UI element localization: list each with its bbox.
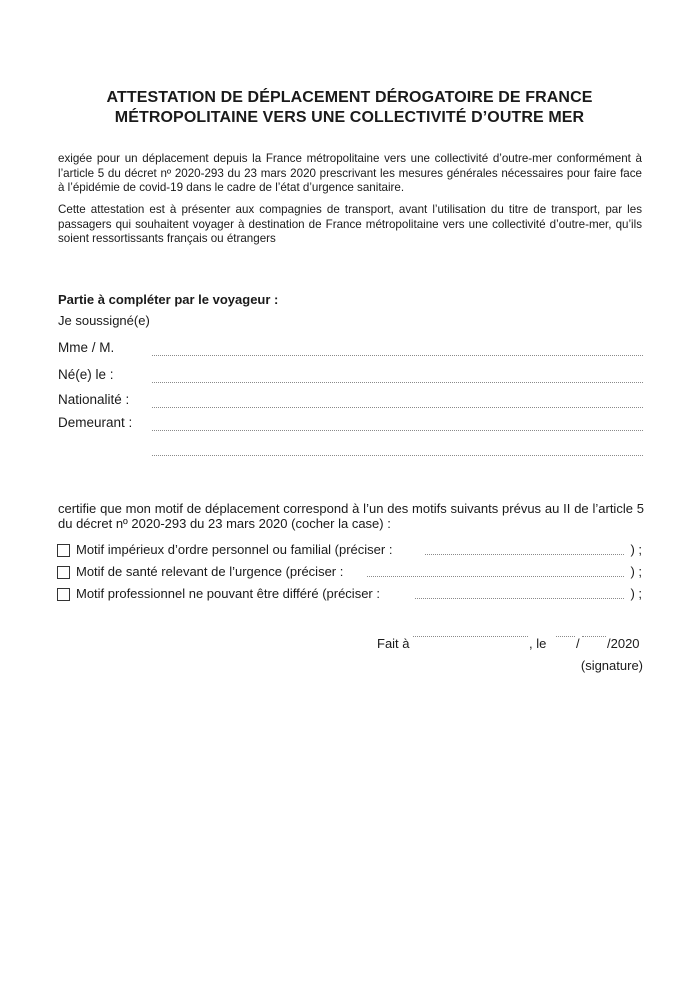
address-field-continued [58,440,643,460]
certification-statement: certifie que mon motif de déplacement correspond à l’un des motifs suivants prévus au II de l’article 5 du décret nº 2020-293 du 23 mars 2020 (cocher la case) : [58,501,644,531]
motif-health-emergency-label: Motif de santé relevant de l’urgence (préciser : [76,564,344,579]
birthdate-input-line[interactable] [152,382,643,383]
birthdate-field [58,367,643,387]
motif-personal-family-end: ) ; [630,542,642,557]
motif-professional [55,586,644,604]
motif-health-emergency [55,564,644,582]
motif-professional-end: ) ; [630,586,642,601]
motif-personal-family-checkbox[interactable] [57,544,70,557]
signature-label: (signature) [580,658,643,673]
motif-health-emergency-end: ) ; [630,564,642,579]
motif-health-emergency-detail-line[interactable] [367,576,624,577]
fait-a-label: Fait à [377,636,410,651]
date-separator: / [576,636,580,651]
traveler-section-title: Partie à compléter par le voyageur : [58,292,279,307]
motif-professional-detail-line[interactable] [415,598,624,599]
motif-personal-family-detail-line[interactable] [425,554,624,555]
place-date-block [377,636,643,654]
name-field [58,340,643,360]
birthdate-label: Né(e) le : [58,367,114,382]
motif-professional-label: Motif professionnel ne pouvant être différé (préciser : [76,586,380,601]
name-input-line[interactable] [152,355,643,356]
nationality-input-line[interactable] [152,407,643,408]
address-field [58,415,643,435]
address-input-line-2[interactable] [152,455,643,456]
title-line-2: MÉTROPOLITAINE VERS UNE COLLECTIVITÉ D’OUTRE MER [114,109,585,126]
motif-health-emergency-checkbox[interactable] [57,566,70,579]
address-input-line[interactable] [152,430,643,431]
motif-professional-checkbox[interactable] [57,588,70,601]
name-label: Mme / M. [58,340,115,355]
day-input-line[interactable] [556,636,575,637]
document-title [40,88,659,128]
nationality-label: Nationalité : [58,392,130,407]
soussigne-label: Je soussigné(e) [58,313,150,328]
nationality-field [58,392,643,412]
title-line-1: ATTESTATION DE DÉPLACEMENT DÉROGATOIRE DE FRANCE [106,89,593,106]
address-label: Demeurant : [58,415,133,430]
month-input-line[interactable] [582,636,606,637]
date-le-label: , le [529,636,547,651]
motif-personal-family-label: Motif impérieux d’ordre personnel ou familial (préciser : [76,542,393,557]
place-input-line[interactable] [413,636,528,637]
year-label: /2020 [607,636,640,651]
intro-paragraph-2: Cette attestation est à présenter aux compagnies de transport, avant l’utilisation du titre de transport, par les passagers qui souhaitent voyager à destination de France métropolitaine vers une collectivité d’outre-mer, qu’ils soient ressortissants français ou étrangers [58,203,642,245]
motif-personal-family [55,542,644,560]
intro-paragraph-1: exigée pour un déplacement depuis la France métropolitaine vers une collectivité d’outre-mer conformément à l’article 5 du décret nº 2020-293 du 23 mars 2020 prescrivant les mesures générales nécessaires pour faire face à l’épidémie de covid-19 dans le cadre de l’état d’urgence sanitaire. [58,152,642,194]
